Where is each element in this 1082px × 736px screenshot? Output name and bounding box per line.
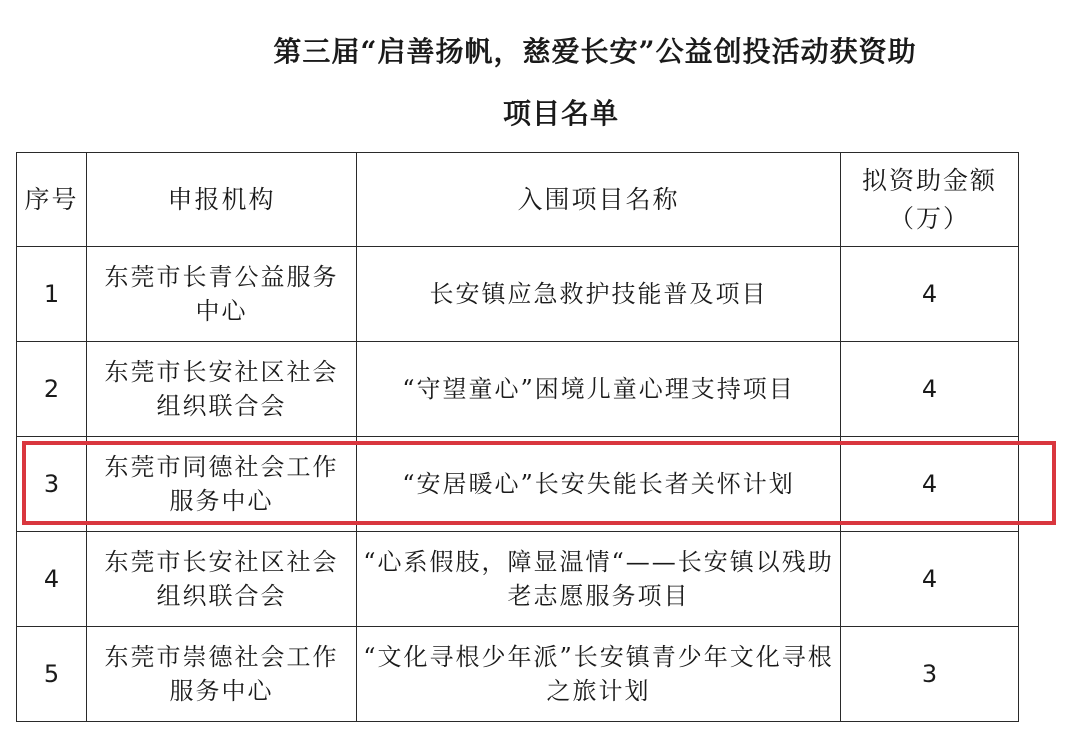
row-no: 2: [17, 342, 87, 437]
table-row: [17, 247, 1019, 342]
row-org: 东莞市同德社会工作服务中心: [87, 437, 357, 532]
row-org: 东莞市长安社区社会组织联合会: [87, 342, 357, 437]
table-row: [17, 342, 1019, 437]
row-project: “守望童心”困境儿童心理支持项目: [357, 342, 841, 437]
row-org: 东莞市崇德社会工作服务中心: [87, 627, 357, 722]
document-title-line2: 项目名单: [502, 97, 619, 130]
row-amount: 4: [841, 342, 1019, 437]
row-no: 1: [17, 247, 87, 342]
row-no: 3: [17, 437, 87, 532]
header-amount-label: 拟资助金额: [861, 165, 997, 195]
header-project: 入围项目名称: [357, 153, 841, 247]
row-org: 东莞市长安社区社会组织联合会: [87, 532, 357, 627]
row-no: 4: [17, 532, 87, 627]
header-amount-unit: （万）: [888, 203, 970, 233]
row-org: 东莞市长青公益服务中心: [87, 247, 357, 342]
document-title-line1: 第三届“启善扬帆，慈爱长安”公益创投活动获资助: [273, 35, 917, 68]
header-amount: [841, 153, 1019, 247]
header-org: 申报机构: [87, 153, 357, 247]
row-amount: 4: [841, 532, 1019, 627]
row-no: 5: [17, 627, 87, 722]
table-header-row: [17, 153, 1019, 247]
funded-projects-table: [16, 152, 1019, 722]
row-amount: 4: [841, 247, 1019, 342]
table-row: [17, 532, 1019, 627]
row-project: “文化寻根少年派”长安镇青少年文化寻根之旅计划: [357, 627, 841, 722]
header-no: 序号: [17, 153, 87, 247]
row-amount: 3: [841, 627, 1019, 722]
row-project: “安居暖心”长安失能长者关怀计划: [357, 437, 841, 532]
row-project: 长安镇应急救护技能普及项目: [357, 247, 841, 342]
table-row: [17, 627, 1019, 722]
table-row-highlighted: [17, 437, 1019, 532]
row-amount: 4: [841, 437, 1019, 532]
row-project: “心系假肢，障显温情“——长安镇以残助老志愿服务项目: [357, 532, 841, 627]
